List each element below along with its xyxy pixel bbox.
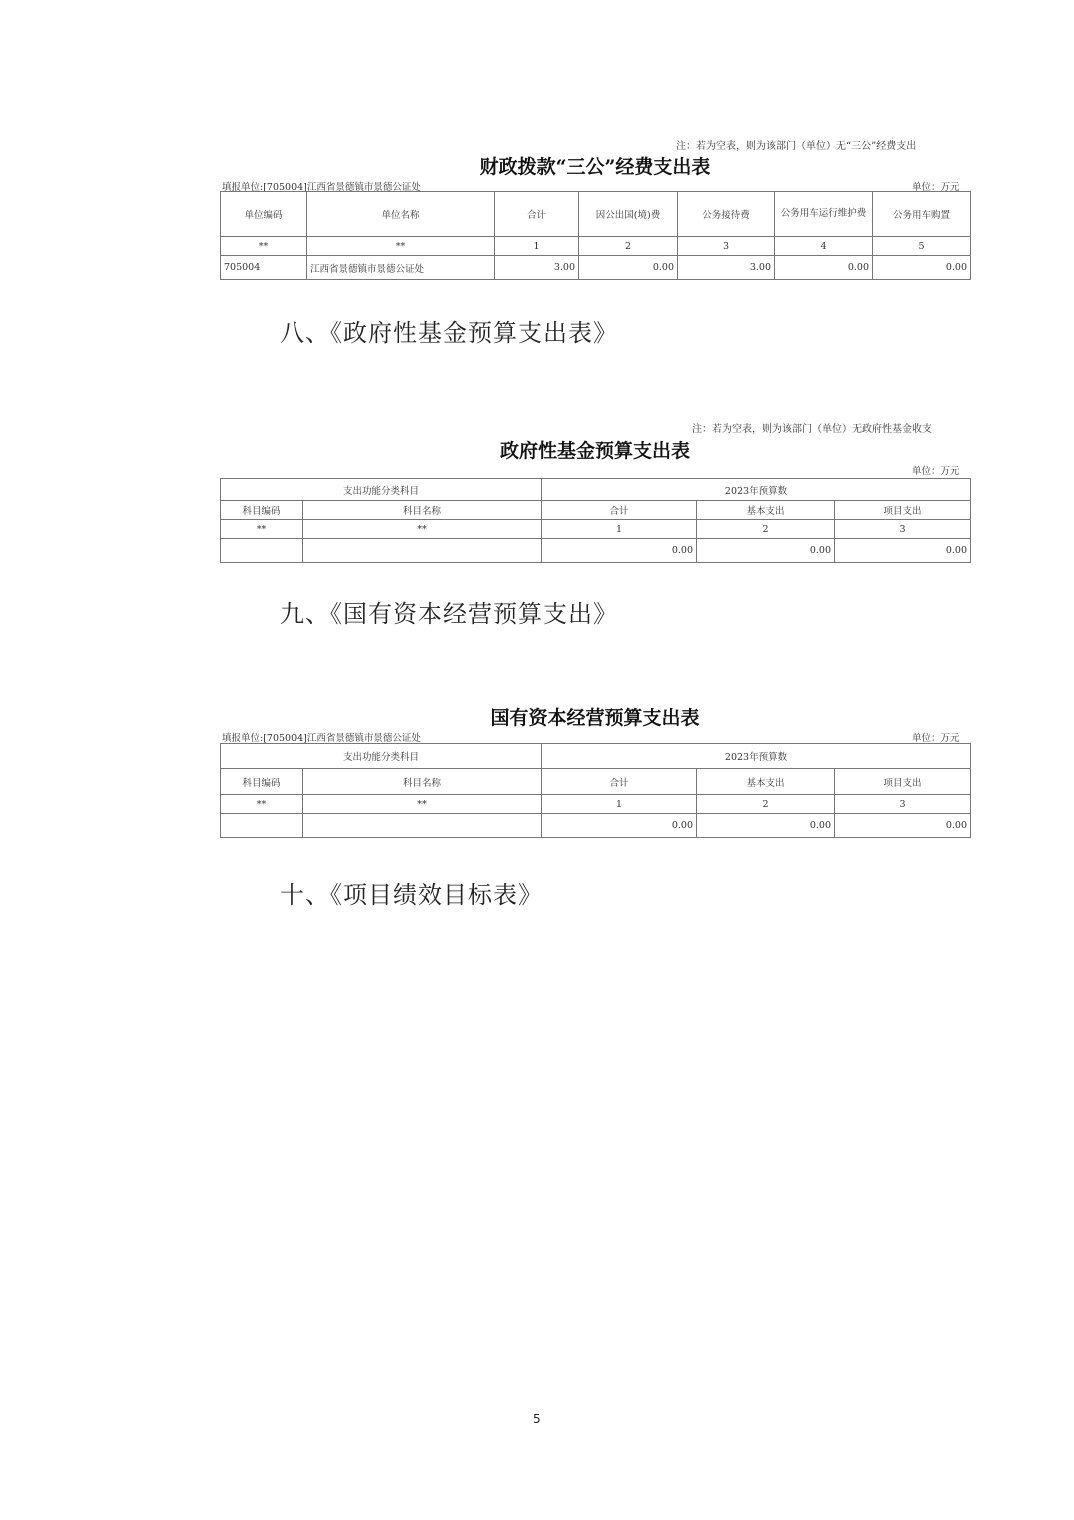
table2-header-cell: 项目支出	[835, 501, 971, 520]
table2-index-cell: 3	[835, 520, 971, 539]
table1-header-cell: 单位编码	[221, 192, 307, 237]
table1-data-cell: 3.00	[495, 256, 579, 280]
table2-header-cell: 科目编码	[221, 501, 303, 520]
table3-index-cell: 1	[542, 795, 697, 814]
table3-data-cell: 0.00	[542, 814, 697, 838]
table3-data-cell	[221, 814, 303, 838]
table1-index-cell: 1	[495, 237, 579, 256]
table3-header-cell: 基本支出	[697, 769, 835, 795]
section-heading-8: 八、《政府性基金预算支出表》	[280, 319, 618, 347]
table3	[220, 743, 971, 838]
table1-data-cell: 705004	[221, 256, 307, 280]
table1-title: 财政拨款“三公”经费支出表	[479, 156, 711, 178]
table3-index-cell: 3	[835, 795, 971, 814]
table3-index-cell: **	[221, 795, 303, 814]
table1-filler: 填报单位:[705004]江西省景德镇市景德公证处	[222, 182, 421, 193]
table1-header-cell: 公务用车运行维护费	[775, 192, 873, 237]
table1-data-cell: 3.00	[678, 256, 775, 280]
table2-data-cell	[221, 539, 303, 563]
table1-data-cell: 0.00	[579, 256, 678, 280]
table2-index-row	[221, 520, 971, 539]
table1-index-cell: 3	[678, 237, 775, 256]
table3-index-cell: **	[303, 795, 542, 814]
table2-index-cell: **	[303, 520, 542, 539]
table3-group-row	[221, 744, 971, 769]
table1-note: 注：若为空表，则为该部门（单位）无“三公”经费支出	[676, 141, 917, 152]
table1-index-cell: **	[307, 237, 495, 256]
table3-data-cell: 0.00	[697, 814, 835, 838]
table2-index-cell: **	[221, 520, 303, 539]
table2-data-cell: 0.00	[835, 539, 971, 563]
table2-header-row	[221, 501, 971, 520]
table1-data-cell: 0.00	[775, 256, 873, 280]
table2-data-cell: 0.00	[542, 539, 697, 563]
table3-unit: 单位：万元	[912, 733, 960, 744]
table2-unit: 单位：万元	[912, 466, 960, 477]
table1-data-row	[221, 256, 971, 280]
table2-group-cell: 支出功能分类科目	[221, 479, 542, 501]
table3-header-cell: 合计	[542, 769, 697, 795]
table1-unit: 单位：万元	[912, 182, 960, 193]
table2-data-cell	[303, 539, 542, 563]
table1-header-cell: 公务接待费	[678, 192, 775, 237]
table1-header-row	[221, 192, 971, 237]
section-heading-9: 九、《国有资本经营预算支出》	[280, 600, 618, 628]
table3-header-row	[221, 769, 971, 795]
table2-index-cell: 1	[542, 520, 697, 539]
table2	[220, 478, 971, 563]
table3-header-cell: 科目编码	[221, 769, 303, 795]
table1-index-row	[221, 237, 971, 256]
table2-header-cell: 基本支出	[697, 501, 835, 520]
table2-header-cell: 科目名称	[303, 501, 542, 520]
table1-data-cell: 0.00	[873, 256, 971, 280]
table1-data-cell: 江西省景德镇市景德公证处	[307, 256, 495, 280]
page-number: 5	[533, 1412, 541, 1426]
table2-group-cell: 2023年预算数	[542, 479, 971, 501]
table2-group-row	[221, 479, 971, 501]
table2-index-cell: 2	[697, 520, 835, 539]
table3-filler: 填报单位:[705004]江西省景德镇市景德公证处	[222, 733, 421, 744]
table3-data-row	[221, 814, 971, 838]
table2-data-cell: 0.00	[697, 539, 835, 563]
table2-header-cell: 合计	[542, 501, 697, 520]
table1	[220, 191, 971, 280]
table3-data-cell	[303, 814, 542, 838]
table3-index-cell: 2	[697, 795, 835, 814]
table3-header-cell: 项目支出	[835, 769, 971, 795]
table3-index-row	[221, 795, 971, 814]
table1-header-cell: 公务用车购置	[873, 192, 971, 237]
table2-data-row	[221, 539, 971, 563]
table3-group-cell: 2023年预算数	[542, 744, 971, 769]
table3-header-cell: 科目名称	[303, 769, 542, 795]
table3-data-cell: 0.00	[835, 814, 971, 838]
table1-index-cell: 2	[579, 237, 678, 256]
table2-title: 政府性基金预算支出表	[499, 440, 690, 462]
table1-header-cell: 单位名称	[307, 192, 495, 237]
section-heading-10: 十、《项目绩效目标表》	[280, 881, 543, 909]
table1-header-cell: 因公出国(境)费	[579, 192, 678, 237]
table1-index-cell: 4	[775, 237, 873, 256]
table1-header-cell: 合计	[495, 192, 579, 237]
table3-group-cell: 支出功能分类科目	[221, 744, 542, 769]
table3-title: 国有资本经营预算支出表	[490, 707, 700, 729]
table1-index-cell: **	[221, 237, 307, 256]
table1-index-cell: 5	[873, 237, 971, 256]
table2-note: 注：若为空表，则为该部门（单位）无政府性基金收支	[692, 424, 932, 435]
